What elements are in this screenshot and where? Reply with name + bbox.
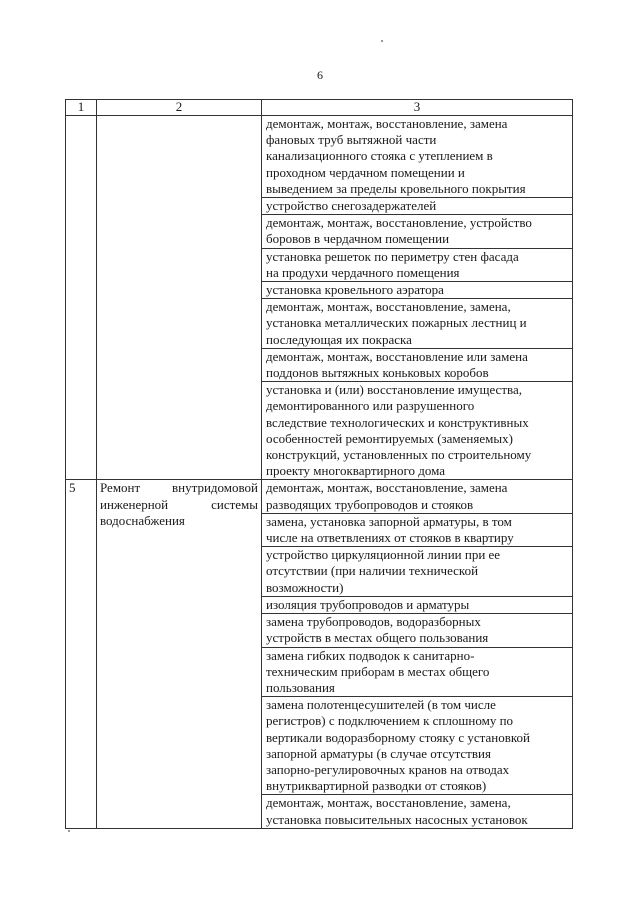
table-header-row	[66, 100, 573, 116]
scan-speck	[381, 40, 383, 42]
column-header-2: 2	[97, 100, 262, 116]
work-item: устройство снегозадержателей	[262, 197, 572, 214]
work-item: замена полотенцесушителей (в том числе регистров) с подключением к сплошному по вертикали водоразборному стояку с установкой запорной арматуры (в случае отсутствия запорно-регулировочных кранов на отводах внутриквартирной разводки от стояков)	[262, 696, 572, 794]
work-item: демонтаж, монтаж, восстановление, замена разводящих трубопроводов и стояков	[266, 480, 508, 512]
work-item: демонтаж, монтаж, восстановление, замена фановых труб вытяжной части канализационного стояка с утеплением в проходном чердачном помещении и выведением за пределы кровельного покрытия	[266, 116, 526, 196]
work-item: демонтаж, монтаж, восстановление или замена поддонов вытяжных коньковых коробов	[262, 348, 572, 381]
work-items	[262, 480, 573, 828]
work-item: замена гибких подводок к санитарно- техническим приборам в местах общего пользования	[262, 647, 572, 697]
table-row	[66, 480, 573, 828]
work-type	[97, 116, 262, 480]
scan-speck	[68, 830, 70, 832]
work-item: установка кровельного аэратора	[262, 281, 572, 298]
row-number: 5	[66, 480, 97, 828]
work-item: замена трубопроводов, водоразборных устройств в местах общего пользования	[262, 613, 572, 646]
work-item: изоляция трубопроводов и арматуры	[262, 596, 572, 613]
column-header-3: 3	[262, 100, 573, 116]
page-number: 6	[317, 68, 323, 82]
work-item: демонтаж, монтаж, восстановление, устройство боровов в чердачном помещении	[262, 214, 572, 247]
works-table	[65, 99, 573, 829]
work-type: Ремонт внутридомовой инженерной системы водоснабжения	[97, 480, 262, 828]
work-item: демонтаж, монтаж, восстановление, замена, установка повысительных насосных установок	[262, 794, 572, 827]
work-item: установка решеток по периметру стен фасада на продухи чердачного помещения	[262, 248, 572, 281]
row-number	[66, 116, 97, 480]
work-item: замена, установка запорной арматуры, в том числе на ответвлениях от стояков в квартиру	[262, 513, 572, 546]
work-item: демонтаж, монтаж, восстановление, замена, установка металлических пожарных лестниц и последующая их покраска	[262, 298, 572, 348]
column-header-1: 1	[66, 100, 97, 116]
work-item: установка и (или) восстановление имущества, демонтированного или разрушенного вследствие технологических и конструктивных особенностей ремонтируемых (заменяемых) конструкций, установленных по строительному проекту многоквартирного дома	[262, 381, 572, 479]
work-item: устройство циркуляционной линии при ее отсутствии (при наличии технической возможности)	[262, 546, 572, 596]
table-row	[66, 116, 573, 480]
work-items	[262, 116, 573, 480]
